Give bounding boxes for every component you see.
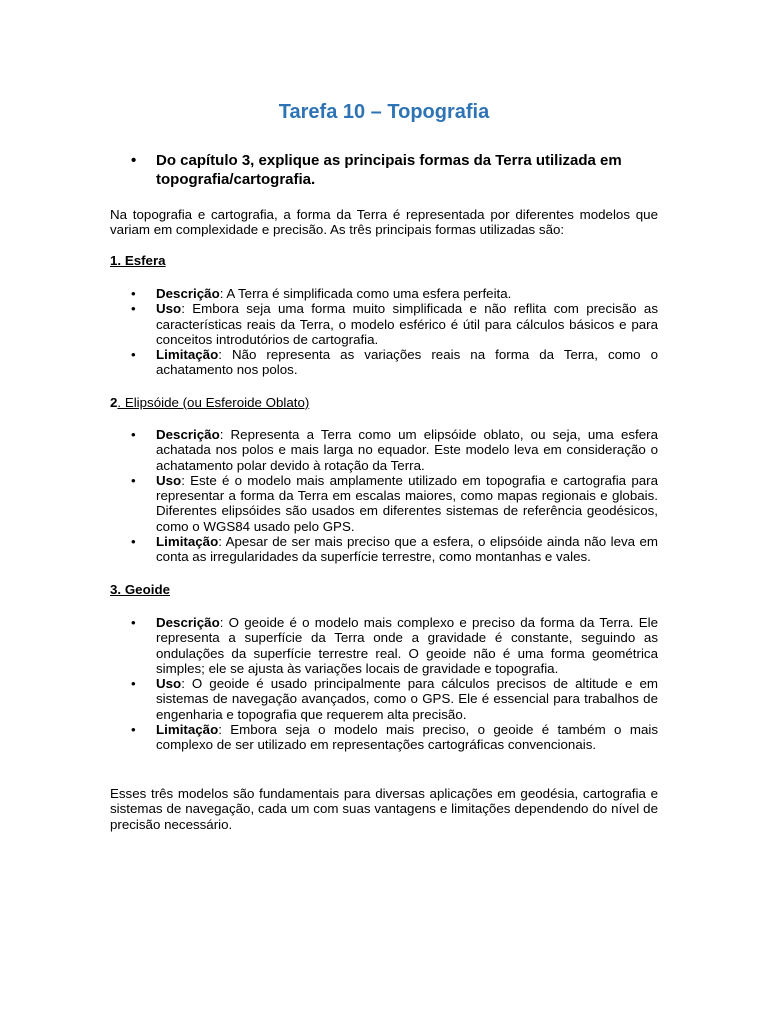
item-term: Descrição	[156, 427, 220, 442]
bullet-icon: •	[131, 427, 136, 442]
section-list-geoide	[110, 615, 658, 753]
bullet-icon: •	[131, 615, 136, 630]
conclusion-paragraph: Esses três modelos são fundamentais para diversas aplicações em geodésia, cartografia e sistemas de navegação, cada um com suas vantagens e limitações dependendo do nível de precisão necessário.	[110, 786, 658, 832]
list-item	[110, 534, 658, 565]
item-text: : Embora seja uma forma muito simplificada e não reflita com precisão as características reais da Terra, o modelo esférico é útil para cálculos básicos e para conceitos introdutórios de cartografia.	[156, 301, 658, 347]
item-text: : Apesar de ser mais preciso que a esfera, o elipsóide ainda não leva em conta as irregularidades da superfície terrestre, como montanhas e vales.	[156, 534, 658, 565]
list-item	[110, 301, 658, 347]
bullet-icon: •	[131, 152, 137, 169]
section-heading-geoide: 3. Geoide	[110, 582, 170, 597]
intro-paragraph: Na topografia e cartografia, a forma da Terra é representada por diferentes modelos que variam em complexidade e precisão. As três principais formas utilizadas são:	[110, 207, 658, 238]
section-heading-label: . Elipsóide (ou Esferoide Oblato)	[117, 395, 310, 410]
list-item	[110, 427, 658, 473]
item-term: Uso	[156, 301, 182, 317]
section-list-elipsoide	[110, 427, 658, 565]
section-heading-esfera: 1. Esfera	[110, 253, 166, 268]
item-term: Limitação	[156, 722, 219, 738]
bullet-icon: •	[131, 722, 136, 738]
bullet-icon: •	[131, 534, 136, 550]
list-item	[110, 473, 658, 534]
item-text: : Este é o modelo mais amplamente utilizado em topografia e cartografia para representar a forma da Terra em escalas maiores, como mapas regionais e globais. Diferentes elipsóides são usados em diferentes sistemas de referência geodésicos, como o WGS84 usado pelo GPS.	[156, 472, 658, 534]
item-term: Descrição	[156, 615, 220, 630]
page-title: Tarefa 10 – Topografia	[278, 101, 490, 123]
item-term: Descrição	[156, 286, 220, 301]
item-text: : Representa a Terra como um elipsóide oblato, ou seja, uma esfera achatada nos polos e mais larga no equador. Este modelo leva em consideração o achatamento polar devido à rotação da Terra.	[156, 427, 658, 473]
item-term: Limitação	[156, 347, 219, 363]
list-item	[110, 615, 658, 676]
item-term: Uso	[156, 472, 182, 488]
item-text: : O geoide é usado principalmente para cálculos precisos de altitude e em sistemas de navegação avançados, como o GPS. Ele é essencial para trabalhos de engenharia e topografia que requerem alta precisão.	[156, 676, 658, 722]
list-item	[110, 347, 658, 378]
item-text: : A Terra é simplificada como uma esfera perfeita.	[219, 286, 512, 301]
bullet-icon: •	[131, 347, 136, 363]
bullet-icon: •	[131, 676, 136, 692]
list-item	[110, 286, 658, 301]
item-term: Uso	[156, 676, 182, 692]
bullet-icon: •	[131, 472, 136, 488]
section-list-esfera	[110, 286, 658, 378]
bullet-icon: •	[131, 301, 136, 317]
item-text: : O geoide é o modelo mais complexo e preciso da forma da Terra. Ele representa a superfície da Terra onde a gravidade é constante, seguindo as ondulações da superfície terrestre real. O geoide não é uma forma geométrica simples; ele se ajusta às variações locais de gravidade e topografia.	[156, 615, 658, 676]
question-item	[131, 151, 671, 189]
list-item	[110, 722, 658, 753]
section-heading-number: 2	[110, 395, 118, 410]
question-text: Do capítulo 3, explique as principais formas da Terra utilizada em topografia/cartografia.	[156, 152, 622, 188]
item-term: Limitação	[156, 534, 219, 550]
bullet-icon: •	[131, 286, 136, 301]
item-text: : Não representa as variações reais na forma da Terra, como o achatamento nos polos.	[156, 347, 658, 378]
list-item	[110, 676, 658, 722]
item-text: : Embora seja o modelo mais preciso, o geoide é também o mais complexo de ser utilizado em representações cartográficas convencionais.	[156, 722, 658, 753]
section-heading-elipsoide	[110, 395, 309, 411]
